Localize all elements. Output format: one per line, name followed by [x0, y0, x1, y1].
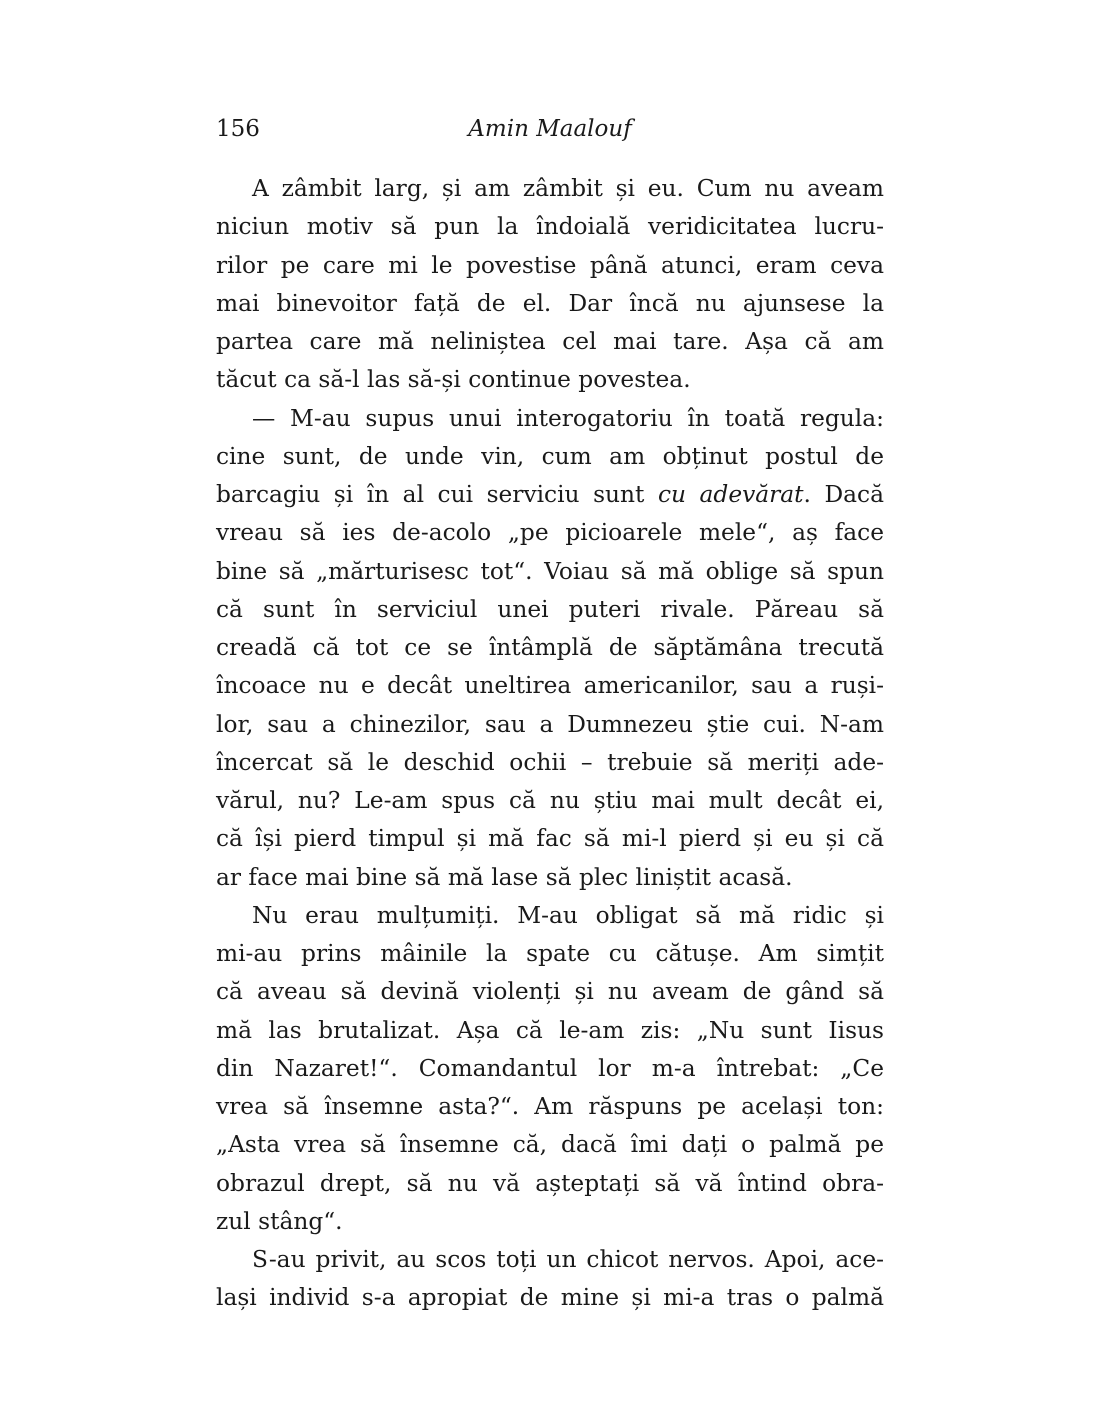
- text-line: Nu erau mulțumiți. M-au obligat să mă ridic și: [252, 901, 884, 929]
- text-line: „Asta vrea să însemne că, dacă îmi dați o palmă pe: [216, 1131, 884, 1159]
- text-line: mi-au prins mâinile la spate cu cătușe. Am simțit: [216, 940, 884, 967]
- text-line: zul stâng“.: [216, 1207, 343, 1235]
- text-line: vreau să ies de-acolo „pe picioarele mele“, aș face: [216, 519, 884, 547]
- text-line: lași individ s-a apropiat de mine și mi-a tras o palmă: [216, 1284, 884, 1312]
- text-line: cine sunt, de unde vin, cum am obținut postul de: [216, 442, 884, 470]
- text-line: S-au privit, au scos toți un chicot nervos. Apoi, ace-: [252, 1246, 884, 1273]
- text-line: lor, sau a chinezilor, sau a Dumnezeu știe cui. N-am: [216, 710, 884, 738]
- text-line: că sunt în serviciul unei puteri rivale. Păreau să: [216, 595, 884, 623]
- text-line: ar face mai bine să mă lase să plec liniștit acasă.: [216, 863, 793, 891]
- paragraph: [216, 897, 884, 1241]
- text-line: creadă că tot ce se întâmplă de săptămâna trecută: [216, 634, 884, 661]
- italic-emphasis: cu adevărat: [657, 481, 804, 508]
- paragraph: [216, 400, 884, 897]
- text-line: — M-au supus unui interogatoriu în toată regula:: [252, 404, 884, 432]
- running-head-author: Amin Maalouf: [468, 116, 632, 142]
- page-header: [216, 112, 884, 146]
- text-line: obrazul drept, să nu vă așteptați să vă întind obra-: [216, 1169, 884, 1197]
- text-line: bine să „mărturisesc tot“. Voiau să mă oblige să spun: [216, 557, 884, 585]
- body-text: [216, 170, 884, 1318]
- text-line: niciun motiv să pun la îndoială veridicitatea lucru-: [216, 213, 884, 241]
- text-line: încercat să le deschid ochii – trebuie să meriți ade-: [216, 748, 884, 776]
- text-line: vrea să însemne asta?“. Am răspuns pe același ton:: [216, 1093, 884, 1120]
- paragraph: [216, 170, 884, 400]
- text-line: [216, 476, 884, 514]
- text-line: mă las brutalizat. Așa că le-am zis: „Nu sunt Iisus: [216, 1016, 884, 1044]
- text-line: partea care mă neliniștea cel mai tare. Așa că am: [216, 328, 884, 355]
- text-line: rilor pe care mi le povestise până atunci, eram ceva: [216, 251, 884, 279]
- text-segment: barcagiu și în al cui serviciu sunt: [216, 481, 658, 508]
- page-number: 156: [216, 116, 260, 142]
- text-line: că își pierd timpul și mă fac să mi-l pierd și eu și că: [216, 825, 884, 853]
- text-line: că aveau să devină violenți și nu aveam de gând să: [216, 978, 884, 1006]
- text-line: tăcut ca să-l las să-și continue povestea.: [216, 366, 691, 394]
- text-line: încoace nu e decât uneltirea americanilor, sau a ruși-: [216, 672, 884, 700]
- text-line: A zâmbit larg, și am zâmbit și eu. Cum nu aveam: [252, 175, 884, 202]
- paragraph: [216, 1241, 884, 1318]
- text-segment: . Dacă: [803, 481, 884, 508]
- text-line: mai binevoitor față de el. Dar încă nu ajunsese la: [216, 289, 884, 317]
- text-line: vărul, nu? Le-am spus că nu știu mai mult decât ei,: [216, 787, 884, 814]
- text-line: din Nazaret!“. Comandantul lor m-a întrebat: „Ce: [216, 1054, 884, 1082]
